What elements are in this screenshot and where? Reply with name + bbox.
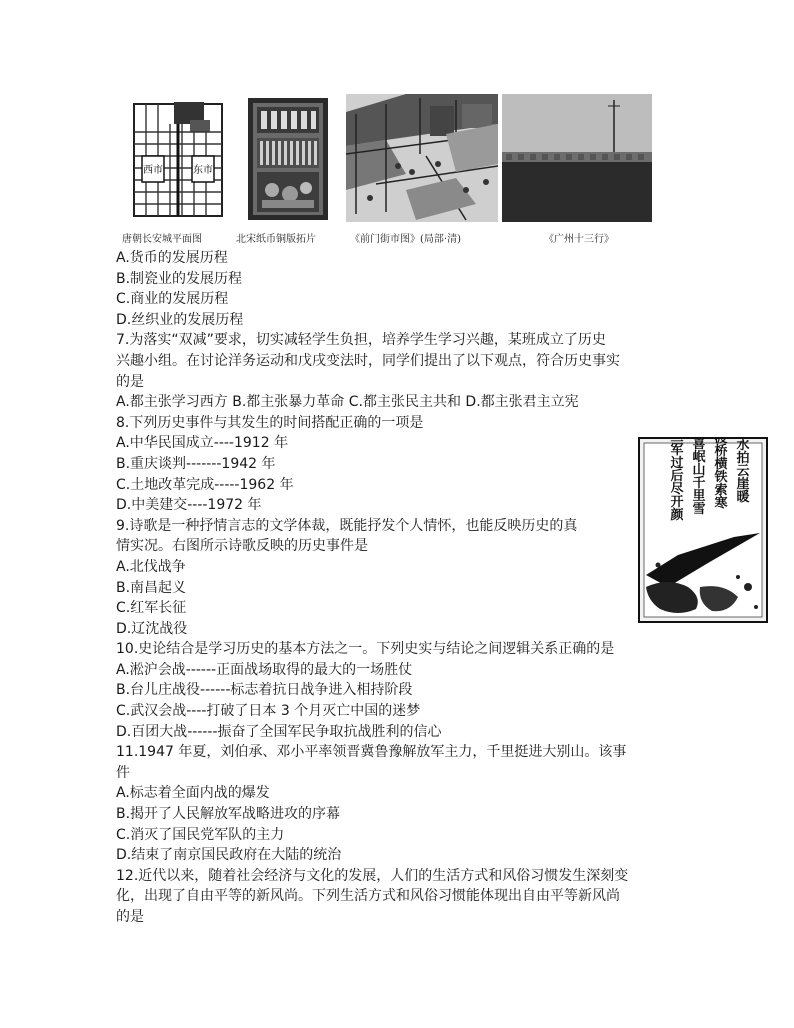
question-text (116, 248, 656, 928)
poem-calligraphy-figure (638, 437, 768, 623)
text-line: A.都主张学习西方 B.都主张暴力革命 C.都主张民主共和 D.都主张君主立宪 (116, 394, 579, 411)
song-paper-money-figure (248, 98, 328, 220)
text-line: 12.近代以来，随着社会经济与文化的发展，人们的生活方式和风俗习惯发生深刻变 (116, 867, 629, 884)
text-line: B.重庆谈判-------1942 年 (116, 455, 276, 472)
figure-caption-3: 《前门街市图》(局部·清) (350, 234, 461, 245)
figure-caption-2: 北宋纸币铜版拓片 (236, 234, 316, 245)
text-line: A.货币的发展历程 (116, 250, 228, 266)
guangzhou-thirteen-factories-figure (502, 94, 652, 222)
text-line: C.红军长征 (116, 600, 187, 617)
text-line: A.标志着全面内战的爆发 (116, 785, 270, 802)
text-line: D.中美建交----1972 年 (116, 497, 262, 514)
text-line: 化，出现了自由平等的新风尚。下列生活方式和风俗习惯能体现出自由平等新风尚 (116, 888, 620, 905)
text-line: 8.下列历史事件与其发生的时间搭配正确的一项是 (116, 414, 424, 431)
text-line: A.中华民国成立----1912 年 (116, 435, 289, 452)
text-line: B.制瓷业的发展历程 (116, 270, 243, 287)
east-market-label: 东市 (193, 165, 213, 176)
text-line: A.北伐战争 (116, 558, 186, 575)
text-line: 的是 (116, 373, 144, 390)
text-line: B.台儿庄战役------标志着抗日战争进入相持阶段 (116, 682, 413, 699)
text-line: 11.1947 年夏，刘伯承、邓小平率领晋冀鲁豫解放军主力，千里挺进大别山。该事 (116, 744, 627, 761)
text-line: D.百团大战------振奋了全国军民争取抗战胜利的信心 (116, 723, 442, 740)
text-line: 9.诗歌是一种抒情言志的文学体裁，既能抒发个人情怀，也能反映历史的真 (116, 517, 578, 534)
west-market-label: 西市 (143, 165, 163, 176)
text-line: 情实况。右图所示诗歌反映的历史事件是 (116, 538, 368, 555)
text-line: 10.史论结合是学习历史的基本方法之一。下列史实与结论之间逻辑关系正确的是 (116, 641, 615, 658)
poem-column-2: 大渡桥横铁索寒 (711, 437, 727, 509)
text-line: B.揭开了人民解放军战略进攻的序幕 (116, 806, 341, 823)
text-line: D.丝织业的发展历程 (116, 311, 244, 328)
text-line: C.土地改革完成-----1962 年 (116, 476, 294, 493)
text-line: C.消灭了国民党军队的主力 (116, 826, 285, 843)
poem-column-1: 金沙水拍云崖暖 (733, 437, 749, 503)
text-line: C.武汉会战----打破了日本 3 个月灭亡中国的迷梦 (116, 703, 421, 720)
changan-city-plan-figure (128, 102, 228, 220)
text-line: C.商业的发展历程 (116, 291, 229, 308)
text-line: D.结束了南京国民政府在大陆的统治 (116, 847, 342, 864)
text-line: D.辽沈战役 (116, 620, 188, 637)
text-line: 的是 (116, 909, 144, 925)
poem-column-4: 三军过后尽开颜 (667, 437, 683, 521)
text-line: 兴趣小组。在讨论洋务运动和戊戌变法时，同学们提出了以下观点，符合历史事实 (116, 352, 620, 369)
figure-caption-4: 《广州十三行》 (544, 234, 614, 245)
text-line: 件 (116, 764, 130, 781)
qianmen-street-figure (346, 94, 498, 222)
figure-strip (118, 92, 678, 252)
text-line: B.南昌起义 (116, 579, 187, 596)
figure-caption-1: 唐朝长安城平面图 (122, 234, 202, 245)
text-line: 7.为落实“双减”要求，切实减轻学生负担，培养学生学习兴趣，某班成立了历史 (116, 332, 606, 349)
poem-column-3: 更喜岷山千里雪 (689, 437, 705, 515)
text-line: A.淞沪会战------正面战场取得的最大的一场胜仗 (116, 661, 413, 678)
